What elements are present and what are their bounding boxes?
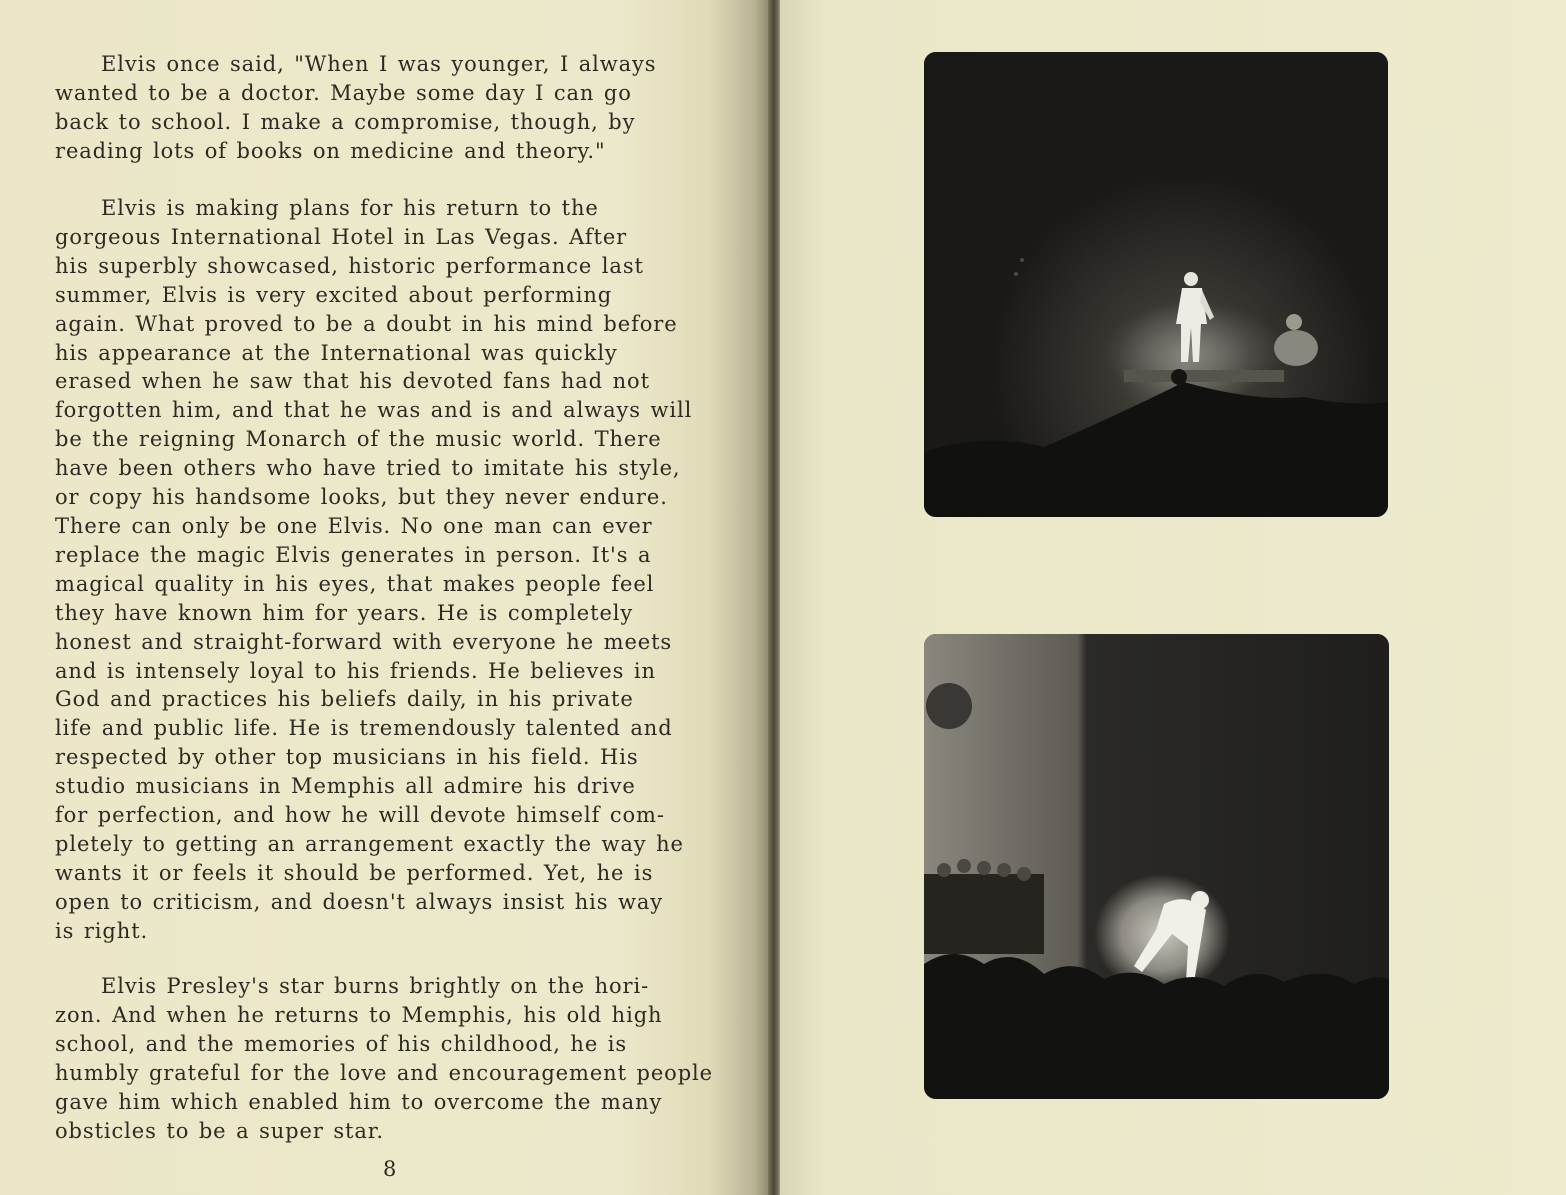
text-line: Elvis once said, "When I was younger, I always — [101, 52, 657, 76]
text-line: pletely to getting an arrangement exactly the way he — [55, 831, 684, 856]
text-line: is right. — [55, 918, 149, 943]
paragraph-1 — [55, 50, 755, 166]
text-line: There can only be one Elvis. No one man can ever — [55, 513, 653, 538]
text-line: gorgeous International Hotel in Las Vegas. After — [55, 224, 628, 249]
text-line: and is intensely loyal to his friends. He believes in — [55, 658, 656, 683]
text-line: reading lots of books on medicine and theory." — [55, 138, 606, 163]
photo-1-image — [924, 52, 1388, 517]
text-line: have been others who have tried to imitate his style, — [55, 456, 681, 481]
text-line: wants it or feels it should be performed. Yet, he is — [55, 860, 654, 885]
text-line: open to criticism, and doesn't always insist his way — [55, 889, 664, 914]
text-line: forgotten him, and that he was and is and always will — [55, 398, 693, 423]
text-line: gave him which enabled him to overcome the many — [55, 1089, 663, 1114]
text-line: they have known him for years. He is completely — [55, 600, 634, 625]
text-line: again. What proved to be a doubt in his mind before — [55, 311, 678, 336]
text-line: or copy his handsome looks, but they never endure. — [55, 485, 668, 510]
right-page — [780, 0, 1566, 1195]
text-line: respected by other top musicians in his field. His — [55, 745, 639, 770]
text-line: life and public life. He is tremendously talented and — [55, 716, 673, 741]
page-number: 8 — [383, 1157, 397, 1181]
text-line: zon. And when he returns to Memphis, his old high — [55, 1002, 663, 1027]
text-line: replace the magic Elvis generates in person. It's a — [55, 542, 652, 567]
text-line: his appearance at the International was quickly — [55, 340, 618, 365]
text-line: for perfection, and how he will devote himself com- — [55, 803, 665, 828]
text-line: God and practices his beliefs daily, in his private — [55, 687, 634, 712]
left-page — [0, 0, 770, 1195]
text-line: wanted to be a doctor. Maybe some day I can go — [55, 80, 632, 105]
text-line: his superbly showcased, historic performance last — [55, 253, 644, 278]
text-line: obsticles to be a super star. — [55, 1118, 385, 1143]
photo-performer-bowing — [924, 634, 1389, 1099]
text-line: magical quality in his eyes, that makes people feel — [55, 571, 655, 596]
text-line: humbly grateful for the love and encouragement people — [55, 1060, 713, 1085]
text-line: Elvis Presley's star burns brightly on the hori- — [101, 974, 650, 998]
text-line: school, and the memories of his childhood, he is — [55, 1031, 628, 1056]
text-line: erased when he saw that his devoted fans had not — [55, 369, 650, 394]
paragraph-3 — [55, 972, 755, 1145]
text-line: summer, Elvis is very excited about performing — [55, 282, 613, 307]
text-line: studio musicians in Memphis all admire his drive — [55, 774, 636, 799]
photo-2-image — [924, 634, 1389, 1099]
photo-performer-spotlight — [924, 52, 1388, 517]
text-line: honest and straight-forward with everyone he meets — [55, 629, 673, 654]
text-line: be the reigning Monarch of the music world. There — [55, 427, 662, 452]
text-line: back to school. I make a compromise, though, by — [55, 109, 636, 134]
text-line: Elvis is making plans for his return to the — [101, 196, 599, 220]
paragraph-2 — [55, 194, 755, 946]
